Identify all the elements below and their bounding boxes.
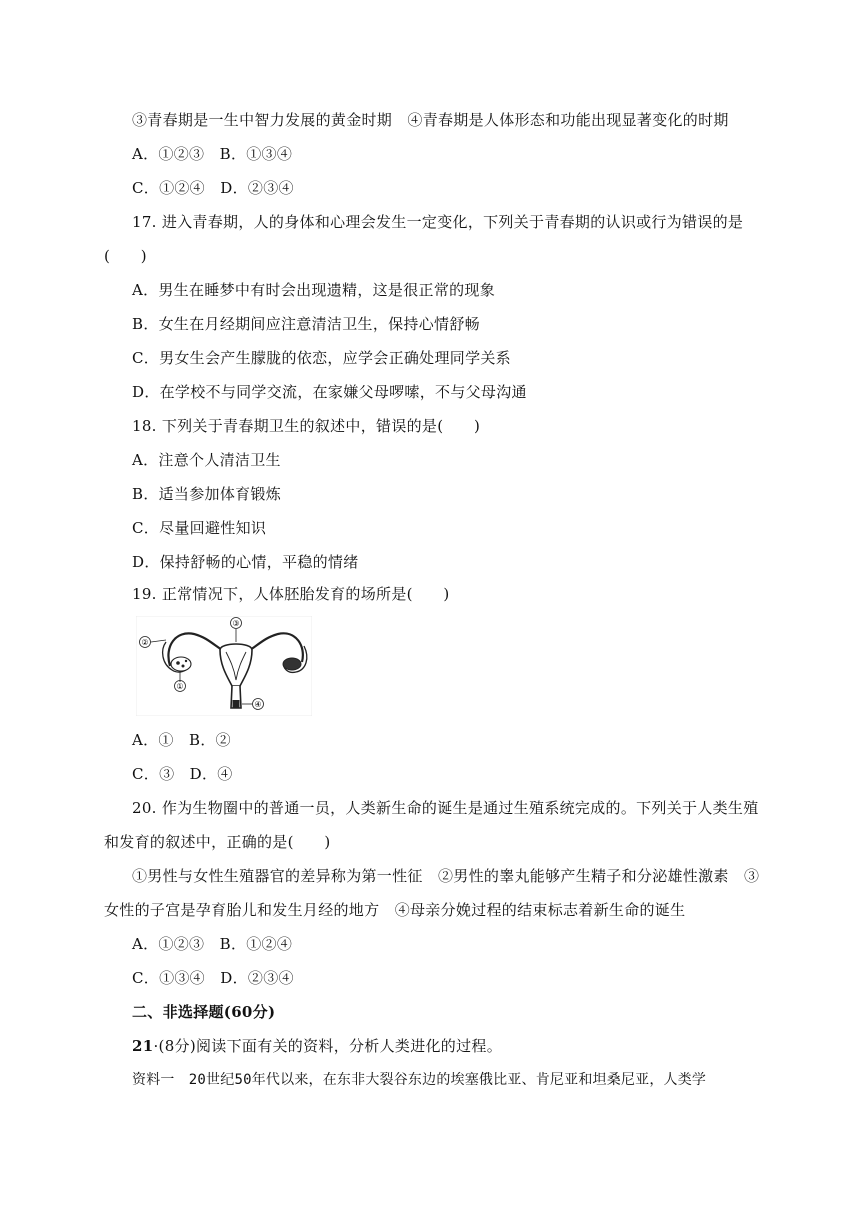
- q20-statements-line1: ①男性与女性生殖器官的差异称为第一性征 ②男性的睾丸能够产生精子和分泌雄性激素 ③: [132, 867, 760, 885]
- q21-number: 21: [132, 1037, 154, 1055]
- q20-statements-line2: 女性的子宫是孕育胎儿和发生月经的地方 ④母亲分娩过程的结束标志着新生命的诞生: [104, 901, 686, 919]
- q20-options-cd: C．①③④ D．②③④: [132, 969, 294, 987]
- q19-stem: 19. 正常情况下，人体胚胎发育的场所是( ): [132, 585, 450, 603]
- q20-options-ab: A．①②③ B．①②④: [132, 935, 293, 953]
- q20-stem-line2: 和发育的叙述中，正确的是( ): [104, 833, 331, 851]
- q18-option-a: A．注意个人清洁卫生: [132, 451, 281, 469]
- q17-option-b: B．女生在月经期间应注意清洁卫生，保持心情舒畅: [132, 315, 480, 333]
- q16-options-ab: A．①②③ B．①③④: [132, 145, 293, 163]
- q18-stem: 18. 下列关于青春期卫生的叙述中，错误的是( ): [132, 417, 481, 435]
- section-heading: 二、非选择题(60分): [132, 1003, 276, 1021]
- q21-stem: [132, 1036, 502, 1056]
- figure-label-2: ②: [141, 638, 149, 647]
- q17-stem: 17. 进入青春期，人的身体和心理会发生一定变化，下列关于青春期的认识或行为错误的是: [132, 213, 744, 231]
- q19-options-ab: A．① B．②: [132, 731, 231, 749]
- female-reproductive-system-figure: [136, 616, 312, 716]
- figure-label-1: ①: [176, 682, 184, 691]
- q17-option-d: D．在学校不与同学交流，在家嫌父母啰嗦，不与父母沟通: [132, 383, 527, 401]
- q21-stem-text: ·(8分)阅读下面有关的资料，分析人类进化的过程。: [153, 1037, 503, 1055]
- q17-option-c: C．男女生会产生朦胧的依恋，应学会正确处理同学关系: [132, 349, 511, 367]
- material-one-line1: 资料一 20世纪50年代以来，在东非大裂谷东边的埃塞俄比亚、肯尼亚和坦桑尼亚，人类学: [132, 1072, 707, 1088]
- figure-label-3: ③: [232, 619, 240, 628]
- q18-option-b: B．适当参加体育锻炼: [132, 485, 282, 503]
- figure-label-4: ④: [254, 700, 262, 709]
- q16-options-cd: C．①②④ D．②③④: [132, 179, 294, 197]
- q18-option-c: C．尽量回避性知识: [132, 519, 267, 537]
- q18-option-d: D．保持舒畅的心情，平稳的情绪: [132, 553, 359, 571]
- q17-option-a: A．男生在睡梦中有时会出现遗精，这是很正常的现象: [132, 281, 496, 299]
- q20-stem-line1: 20. 作为生物圈中的普通一员，人类新生命的诞生是通过生殖系统完成的。下列关于人类生殖: [132, 799, 759, 817]
- q19-options-cd: C．③ D．④: [132, 765, 233, 783]
- q16-statements: ③青春期是一生中智力发展的黄金时期 ④青春期是人体形态和功能出现显著变化的时期: [132, 111, 729, 129]
- q17-blank: ( ): [104, 247, 147, 265]
